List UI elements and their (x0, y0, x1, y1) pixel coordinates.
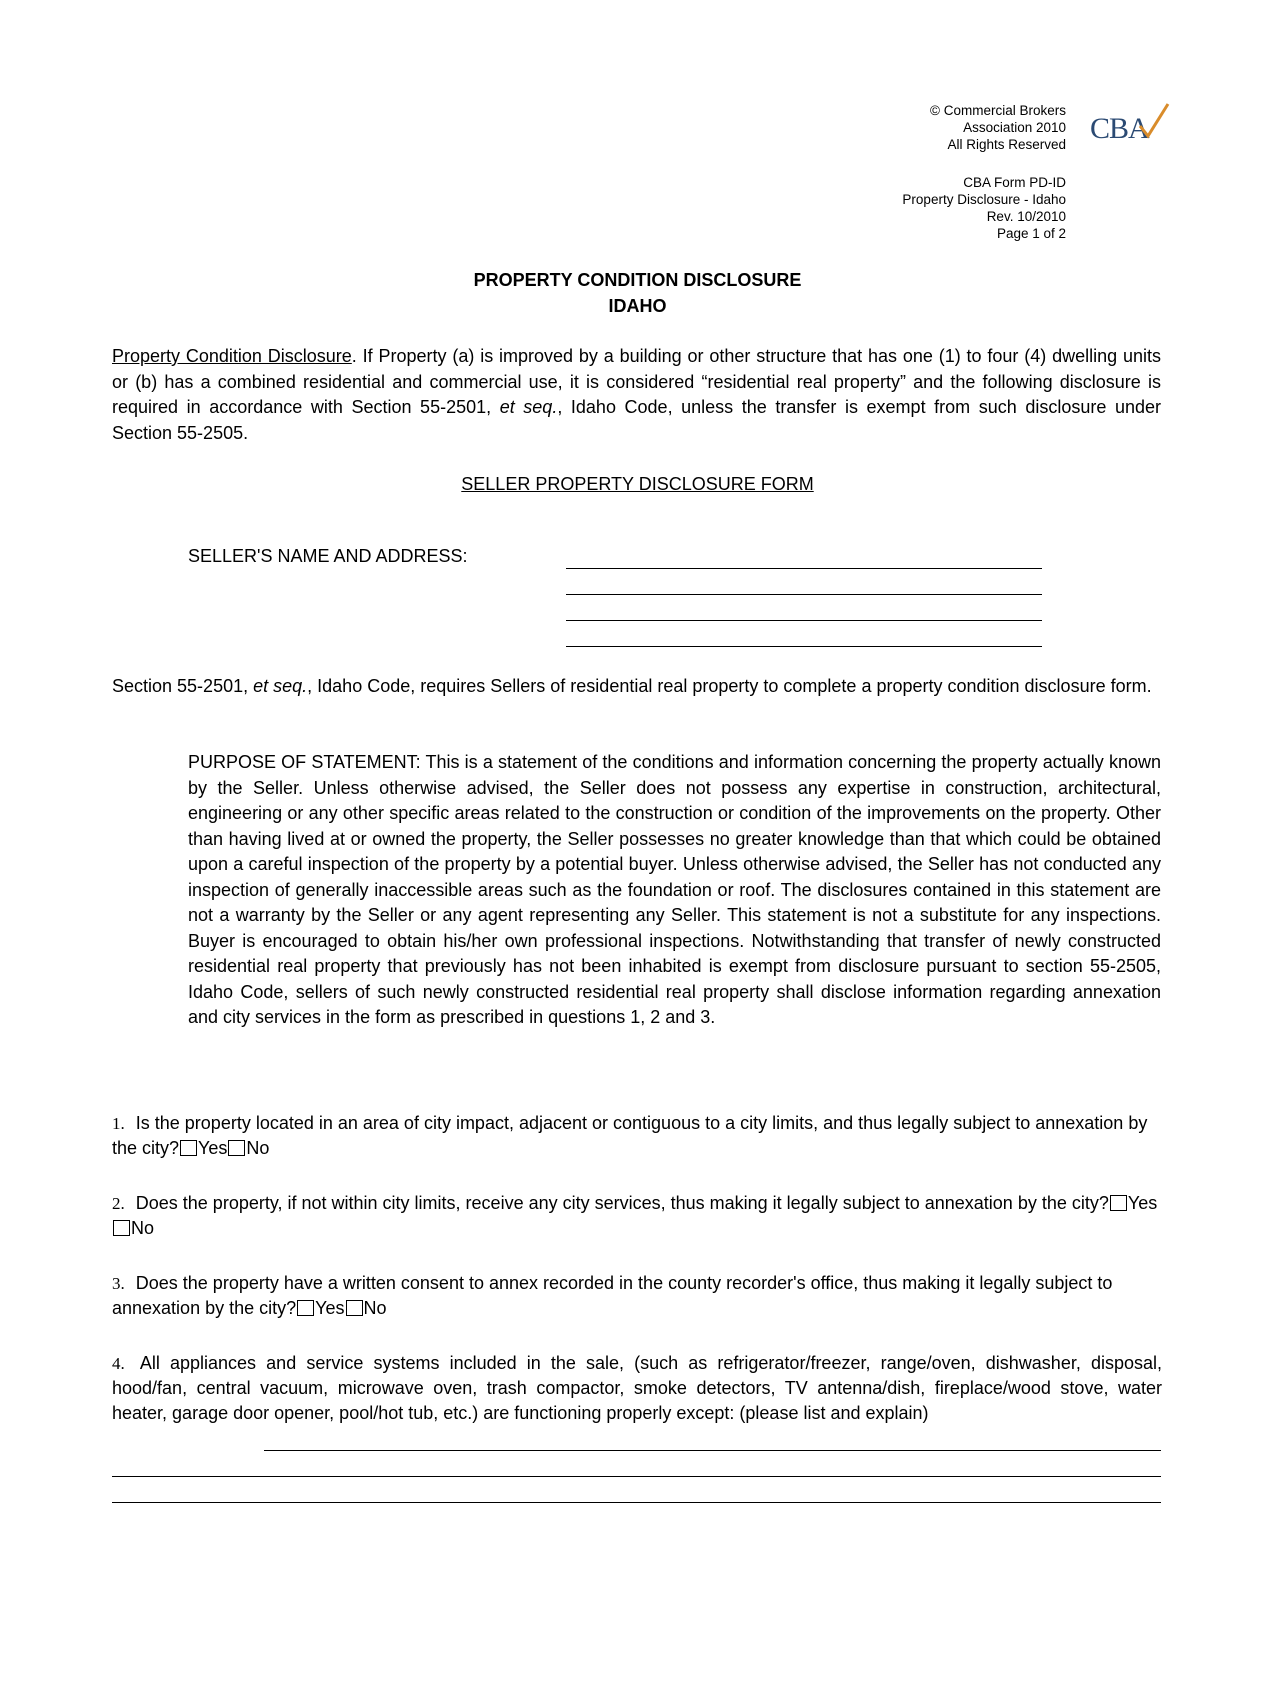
seller-name-line-3[interactable] (566, 620, 1042, 621)
section-italic: et seq. (253, 676, 308, 696)
seller-name-line-2[interactable] (566, 594, 1042, 595)
question-4 (112, 1351, 1162, 1426)
no-label: No (246, 1138, 270, 1158)
copyright-line: © Commercial Brokers (930, 103, 1066, 118)
question-1 (112, 1111, 1172, 1161)
form-line: Rev. 10/2010 (986, 209, 1066, 224)
form-line: Property Disclosure - Idaho (902, 192, 1066, 207)
question-3 (112, 1271, 1172, 1321)
explain-line-1[interactable] (264, 1450, 1161, 1451)
yes-checkbox[interactable] (297, 1300, 314, 1316)
copyright-line: Association 2010 (963, 120, 1066, 135)
section-text-end: , Idaho Code, requires Sellers of residential real property to complete a property condition disclosure form. (307, 676, 1152, 696)
no-label: No (363, 1298, 387, 1318)
yes-checkbox[interactable] (1110, 1195, 1127, 1211)
section-text: Section 55-2501, (112, 676, 254, 696)
logo-text: CBA (1090, 112, 1149, 145)
no-checkbox[interactable] (113, 1220, 130, 1236)
yes-label: Yes (1127, 1193, 1158, 1213)
checkmark-icon (1120, 100, 1170, 140)
question-text: All appliances and service systems included in the sale, (such as refrigerator/freezer, range/oven, dishwasher, disposal, hood/fan, central vacuum, microwave oven, trash compactor, smoke detectors, TV antenna/dish, fireplace/wood stove, water heater, garage door opener, pool/hot tub, etc.) are functioning properly except: (please list and explain) (112, 1353, 1162, 1423)
no-checkbox[interactable] (228, 1140, 245, 1156)
copyright-line: All Rights Reserved (947, 137, 1066, 152)
document-subtitle: IDAHO (608, 296, 667, 316)
copyright-notice (930, 102, 1066, 153)
question-number: 3. (112, 1274, 125, 1293)
question-number: 1. (112, 1114, 125, 1133)
yes-label: Yes (198, 1138, 228, 1158)
form-title: SELLER PROPERTY DISCLOSURE FORM (461, 474, 814, 494)
form-line: CBA Form PD-ID (963, 175, 1066, 190)
intro-text-end: , Idaho Code, unless the transfer is exempt from such disclosure under Section 55-2505. (112, 397, 1161, 443)
explain-line-2[interactable] (112, 1476, 1161, 1477)
question-2 (112, 1191, 1172, 1241)
seller-name-line-1[interactable] (566, 568, 1042, 569)
yes-label: Yes (315, 1298, 345, 1318)
document-title: PROPERTY CONDITION DISCLOSURE (473, 270, 802, 290)
section-paragraph (112, 674, 1161, 700)
cba-logo (1090, 100, 1170, 150)
intro-heading: Property Condition Disclosure (112, 346, 352, 366)
seller-name-label: SELLER'S NAME AND ADDRESS: (188, 546, 468, 566)
seller-name-line-4[interactable] (566, 646, 1042, 647)
explain-line-3[interactable] (112, 1502, 1161, 1503)
purpose-statement: PURPOSE OF STATEMENT: This is a statement of the conditions and information concerning the property actually known by the Seller. Unless otherwise advised, the Seller does not possess any expertise in construction, architectural, engineering or any other specific areas related to the construction or condition of the improvements on the property. Other than having lived at or owned the property, the Seller possesses no greater knowledge than that which could be obtained upon a careful inspection of the property by a potential buyer. Unless otherwise advised, the Seller has not conducted any inspection of generally inaccessible areas such as the foundation or roof. The disclosures contained in this statement are not a warranty by the Seller or any agent representing any Seller. This statement is not a substitute for any inspections. Buyer is encouraged to obtain his/her own professional inspections. Notwithstanding that transfer of newly constructed residential real property that previously has not been inhabited is exempt from disclosure pursuant to section 55-2505, Idaho Code, sellers of such newly constructed residential real property shall disclose information regarding annexation and city services in the form as prescribed in questions 1, 2 and 3. (188, 752, 1161, 1027)
question-text: Is the property located in an area of city impact, adjacent or contiguous to a city limits, and thus legally subject to annexation by the city? (112, 1113, 1148, 1158)
question-number: 2. (112, 1194, 125, 1213)
question-text: Does the property have a written consent to annex recorded in the county recorder's office, thus making it legally subject to annexation by the city? (112, 1273, 1113, 1318)
intro-text: . If Property (a) is improved by a building or other structure that has one (1) to four (4) dwelling units or (b) has a combined residential and commercial use, it is considered “residential real property” and the following disclosure is required in accordance with Section 55-2501, (112, 346, 1161, 417)
question-text: Does the property, if not within city limits, receive any city services, thus making it legally subject to annexation by the city? (135, 1193, 1109, 1213)
no-label: No (131, 1218, 155, 1238)
intro-italic: et seq. (499, 397, 558, 417)
page-number: Page 1 of 2 (996, 226, 1066, 241)
question-number: 4. (112, 1354, 125, 1373)
intro-paragraph (112, 344, 1161, 446)
no-checkbox[interactable] (346, 1300, 363, 1316)
form-identifier (902, 174, 1066, 242)
yes-checkbox[interactable] (180, 1140, 197, 1156)
